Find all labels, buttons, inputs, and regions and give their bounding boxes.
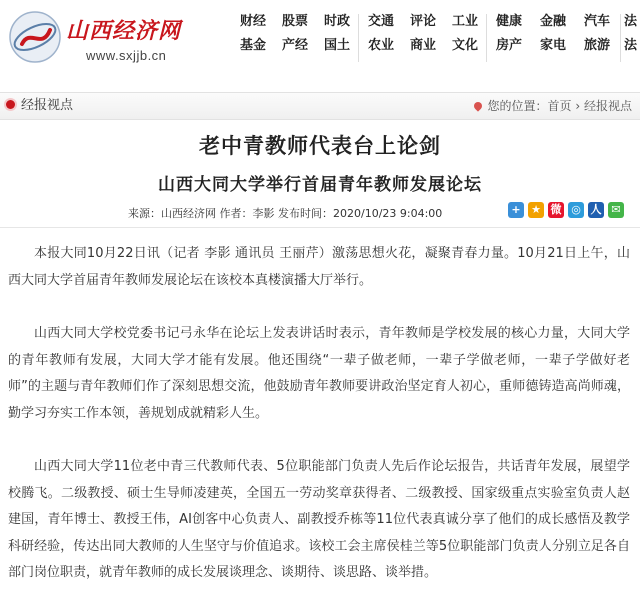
nav-item[interactable]: 评论 [409, 14, 436, 29]
breadcrumb-separator: › [575, 99, 581, 113]
nav-item[interactable]: 农业 [367, 38, 394, 53]
nav-item[interactable]: 健康 [495, 14, 522, 29]
nav-item[interactable]: 工业 [451, 14, 478, 29]
nav-item[interactable]: 家电 [539, 38, 566, 53]
nav-item[interactable]: 财经 [239, 14, 266, 29]
breadcrumb-label: 您的位置： [487, 99, 548, 113]
logo-text: 山西经济网 [66, 18, 182, 44]
nav-group-3 [492, 8, 616, 68]
breadcrumb [474, 93, 632, 119]
nav-item[interactable]: 国土 [323, 38, 350, 53]
nav-item[interactable]: 房产 [495, 38, 522, 53]
nav-item[interactable]: 时政 [323, 14, 350, 29]
article-paragraph: 山西大同大学校党委书记弓永华在论坛上发表讲话时表示，青年教师是学校发展的核心力量，大同大学的青年教师有发展，大同大学才能有发展。他还围绕“一辈子做老师，一辈子学做老师，一辈子学做好老师”的主题与青年教师们作了深刻思想交流，他鼓励青年教师要讲政治坚定育人初心，重师德铸造高尚师魂，勤学习夯实工作本领，善规划成就精彩人生。 [8, 326, 630, 421]
nav-separator [620, 14, 621, 62]
nav-item[interactable]: 基金 [239, 38, 266, 53]
share-tencent-icon[interactable]: ◎ [568, 202, 584, 218]
nav-item[interactable]: 商业 [409, 38, 436, 53]
section-title: 经报视点 [21, 98, 74, 113]
location-pin-icon [473, 100, 484, 111]
article-title: 老中青教师代表台上论剑 [199, 134, 441, 158]
share-plus-icon[interactable]: + [508, 202, 524, 218]
share-wechat-icon[interactable]: ✉ [608, 202, 624, 218]
nav-separator [486, 14, 487, 62]
section-label [6, 93, 73, 119]
share-weibo-icon[interactable]: 微 [548, 202, 564, 218]
nav-item[interactable]: 产经 [281, 38, 308, 53]
top-nav [236, 8, 640, 68]
article-subtitle: 山西大同大学举行首届青年教师发展论坛 [158, 175, 482, 195]
nav-item[interactable]: 文化 [451, 38, 478, 53]
nav-item[interactable]: 法 [624, 14, 638, 29]
nav-item[interactable]: 法 [624, 38, 638, 53]
article-paragraph: 山西大同大学11位老中青三代教师代表、5位职能部门负责人先后作论坛报告，共话青年发展，展望学校腾飞。二级教授、硕士生导师凌建英，全国五一劳动奖章获得者、二级教授、国家级重点实验室负责人赵建国，青年博士、教授王伟，AI创客中心负责人、副教授乔栋等11位代表真诚分享了他们的成长感悟及教学科研经验，传达出同大教师的人生坚守与价值追求。该校工会主席侯桂兰等5位职能部门负责人分别立足各自部门岗位职责，就青年教师的成长发展谈理念、谈期待、谈思路、谈举措。 [8, 459, 630, 580]
nav-group-2 [364, 8, 482, 68]
bullet-dot-icon [6, 100, 15, 109]
nav-group-4 [624, 8, 640, 68]
nav-item[interactable]: 股票 [281, 14, 308, 29]
breadcrumb-bar [0, 92, 640, 120]
share-renren-icon[interactable]: 人 [588, 202, 604, 218]
logo-url: www.sxjjb.cn [86, 48, 167, 63]
share-qzone-icon[interactable]: ★ [528, 202, 544, 218]
article-meta: 来源：山西经济网 作者：李影 发布时间：2020/10/23 9:04:00 [128, 207, 443, 220]
nav-item[interactable]: 汽车 [583, 14, 610, 29]
site-header [0, 0, 640, 78]
nav-item[interactable]: 交通 [367, 14, 394, 29]
article-paragraph: 本报大同10月22日讯（记者 李影 通讯员 王丽芹）激荡思想火花，凝聚青春力量。10月21日上午，山西大同大学首届青年教师发展论坛在该校本真楼演播大厅举行。 [8, 246, 630, 288]
logo-mark-icon [8, 10, 62, 64]
nav-separator [358, 14, 359, 62]
nav-group-1 [236, 8, 354, 68]
nav-item[interactable]: 金融 [539, 14, 566, 29]
site-logo[interactable] [6, 8, 206, 70]
nav-item[interactable]: 旅游 [583, 38, 610, 53]
article-body [8, 241, 630, 614]
divider [0, 227, 640, 228]
breadcrumb-home-link[interactable]: 首页 [547, 99, 572, 113]
breadcrumb-current-link[interactable]: 经报视点 [583, 99, 632, 113]
